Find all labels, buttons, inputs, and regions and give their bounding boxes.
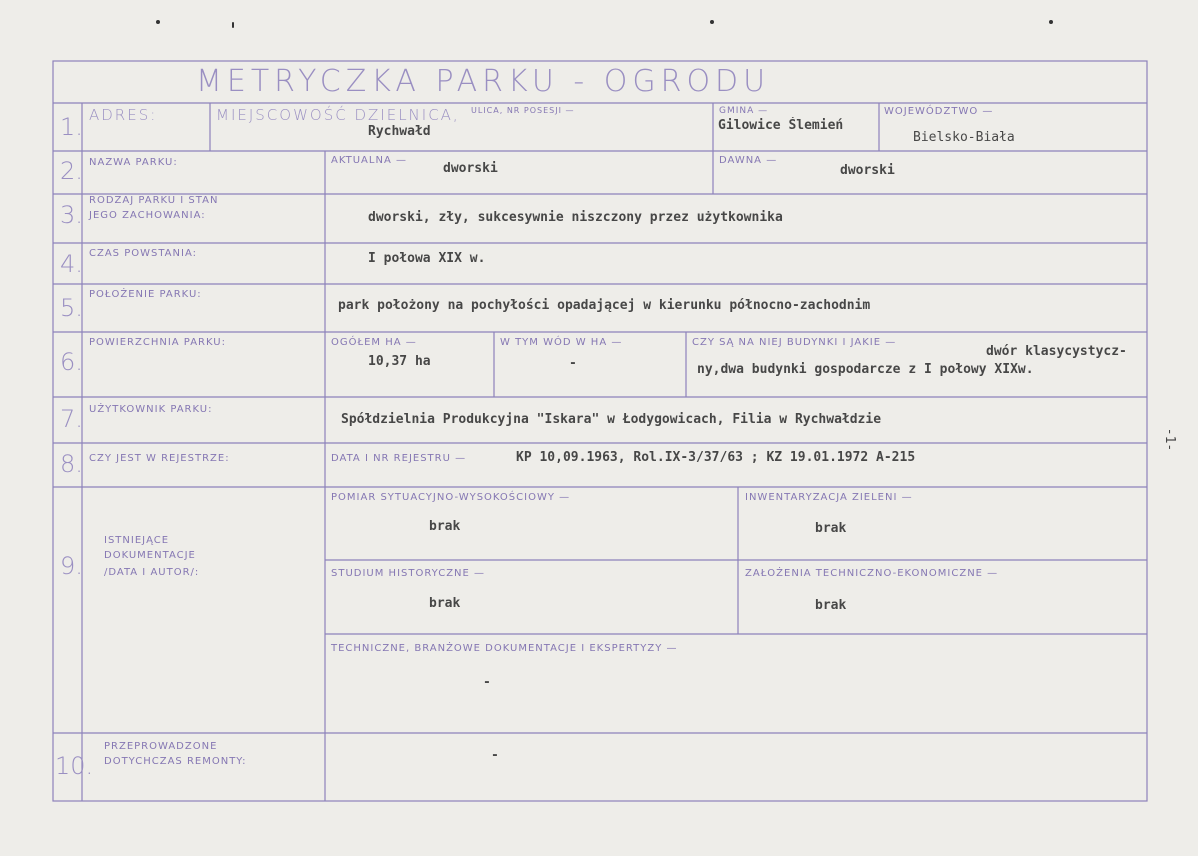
technical-docs-value: - — [483, 675, 491, 690]
voivodeship-value: Bielsko-Biała — [913, 130, 1015, 145]
row-number-10: 10. — [55, 752, 94, 780]
row-number-4: 4. — [60, 250, 83, 278]
park-name-label: NAZWA PARKU: — [89, 157, 178, 168]
paper-mark — [156, 20, 160, 24]
row-number-8: 8. — [60, 450, 83, 478]
technical-docs-label: TECHNICZNE, BRANŻOWE DOKUMENTACJE I EKSPERTYZY — — [331, 643, 678, 654]
repairs-label-2: DOTYCHCZAS REMONTY: — [104, 756, 247, 767]
buildings-label: CZY SĄ NA NIEJ BUDYNKI I JAKIE — — [692, 337, 897, 348]
former-name-label: DAWNA — — [719, 155, 778, 166]
water-area-value: - — [569, 356, 577, 371]
register-value: KP 10,09.1963, Rol.IX-3/37/63 ; KZ 19.01.1972 A-215 — [516, 450, 916, 465]
historical-study-value: brak — [429, 596, 461, 611]
location-label: POŁOŻENIE PARKU: — [89, 289, 202, 300]
paper-mark — [710, 20, 714, 24]
creation-time-value: I połowa XIX w. — [368, 251, 486, 266]
user-label: UŻYTKOWNIK PARKU: — [89, 404, 213, 415]
survey-value: brak — [429, 519, 461, 534]
current-name-value: dworski — [443, 161, 498, 176]
place-label: MIEJSCOWOŚĆ DZIELNICA, — [216, 106, 460, 124]
row-number-9: 9. — [60, 552, 83, 580]
docs-label-2: DOKUMENTACJE — [104, 550, 196, 561]
park-type-label-1: RODZAJ PARKU I STAN — [89, 195, 219, 206]
greenery-inventory-value: brak — [815, 521, 847, 536]
row-number-7: 7. — [60, 405, 83, 433]
row-number-1: 1. — [60, 113, 83, 141]
user-value: Spółdzielnia Produkcyjna "Iskara" w Łodygowicach, Filia w Rychwałdzie — [341, 412, 882, 427]
buildings-value-1: dwór klasycystycz- — [986, 344, 1127, 359]
tech-econ-value: brak — [815, 598, 847, 613]
docs-label-3: /DATA I AUTOR/: — [104, 567, 200, 578]
tech-econ-label: ZAŁOŻENIA TECHNICZNO-EKONOMICZNE — — [745, 568, 999, 579]
page-number: -1- — [1162, 427, 1178, 452]
buildings-value-2: ny,dwa budynki gospodarcze z I połowy XIXw. — [697, 362, 1034, 377]
water-area-label: W TYM WÓD W HA — — [500, 337, 623, 348]
survey-label: POMIAR SYTUACYJNO-WYSOKOŚCIOWY — — [331, 492, 571, 503]
repairs-label-1: PRZEPROWADZONE — [104, 741, 218, 752]
greenery-inventory-label: INWENTARYZACJA ZIELENI — — [745, 492, 913, 503]
paper-mark — [1049, 20, 1053, 24]
park-type-value: dworski, zły, sukcesywnie niszczony przez użytkownika — [368, 210, 783, 225]
gmina-label: GMINA — — [719, 106, 769, 116]
row-number-6: 6. — [60, 348, 83, 376]
repairs-value: - — [491, 748, 499, 763]
area-label: POWIERZCHNIA PARKU: — [89, 337, 226, 348]
gmina-value: Gilowice Ślemień — [718, 118, 844, 133]
total-area-label: OGÓŁEM HA — — [331, 337, 417, 348]
voivodeship-label: WOJEWÓDZTWO — — [884, 106, 994, 117]
street-label: ULICA, NR POSESJI — — [471, 106, 575, 115]
total-area-value: 10,37 ha — [368, 354, 431, 369]
register-label: CZY JEST W REJESTRZE: — [89, 453, 230, 464]
docs-label-1: ISTNIEJĄCE — [104, 535, 170, 546]
place-value: Rychwałd — [368, 124, 431, 139]
row-number-5: 5. — [60, 294, 83, 322]
current-name-label: AKTUALNA — — [331, 155, 407, 166]
historical-study-label: STUDIUM HISTORYCZNE — — [331, 568, 486, 579]
park-type-label-2: JEGO ZACHOWANIA: — [89, 210, 206, 221]
row-number-2: 2. — [60, 157, 83, 185]
address-label: ADRES: — [89, 106, 158, 124]
register-date-label: DATA I NR REJESTRU — — [331, 453, 467, 464]
row-number-3: 3. — [60, 201, 83, 229]
location-value: park położony na pochyłości opadającej w kierunku północno-zachodnim — [338, 298, 871, 313]
former-name-value: dworski — [840, 163, 895, 178]
paper-mark — [232, 22, 234, 28]
form-title: METRYCZKA PARKU - OGRODU — [196, 64, 771, 99]
creation-time-label: CZAS POWSTANIA: — [89, 248, 197, 259]
